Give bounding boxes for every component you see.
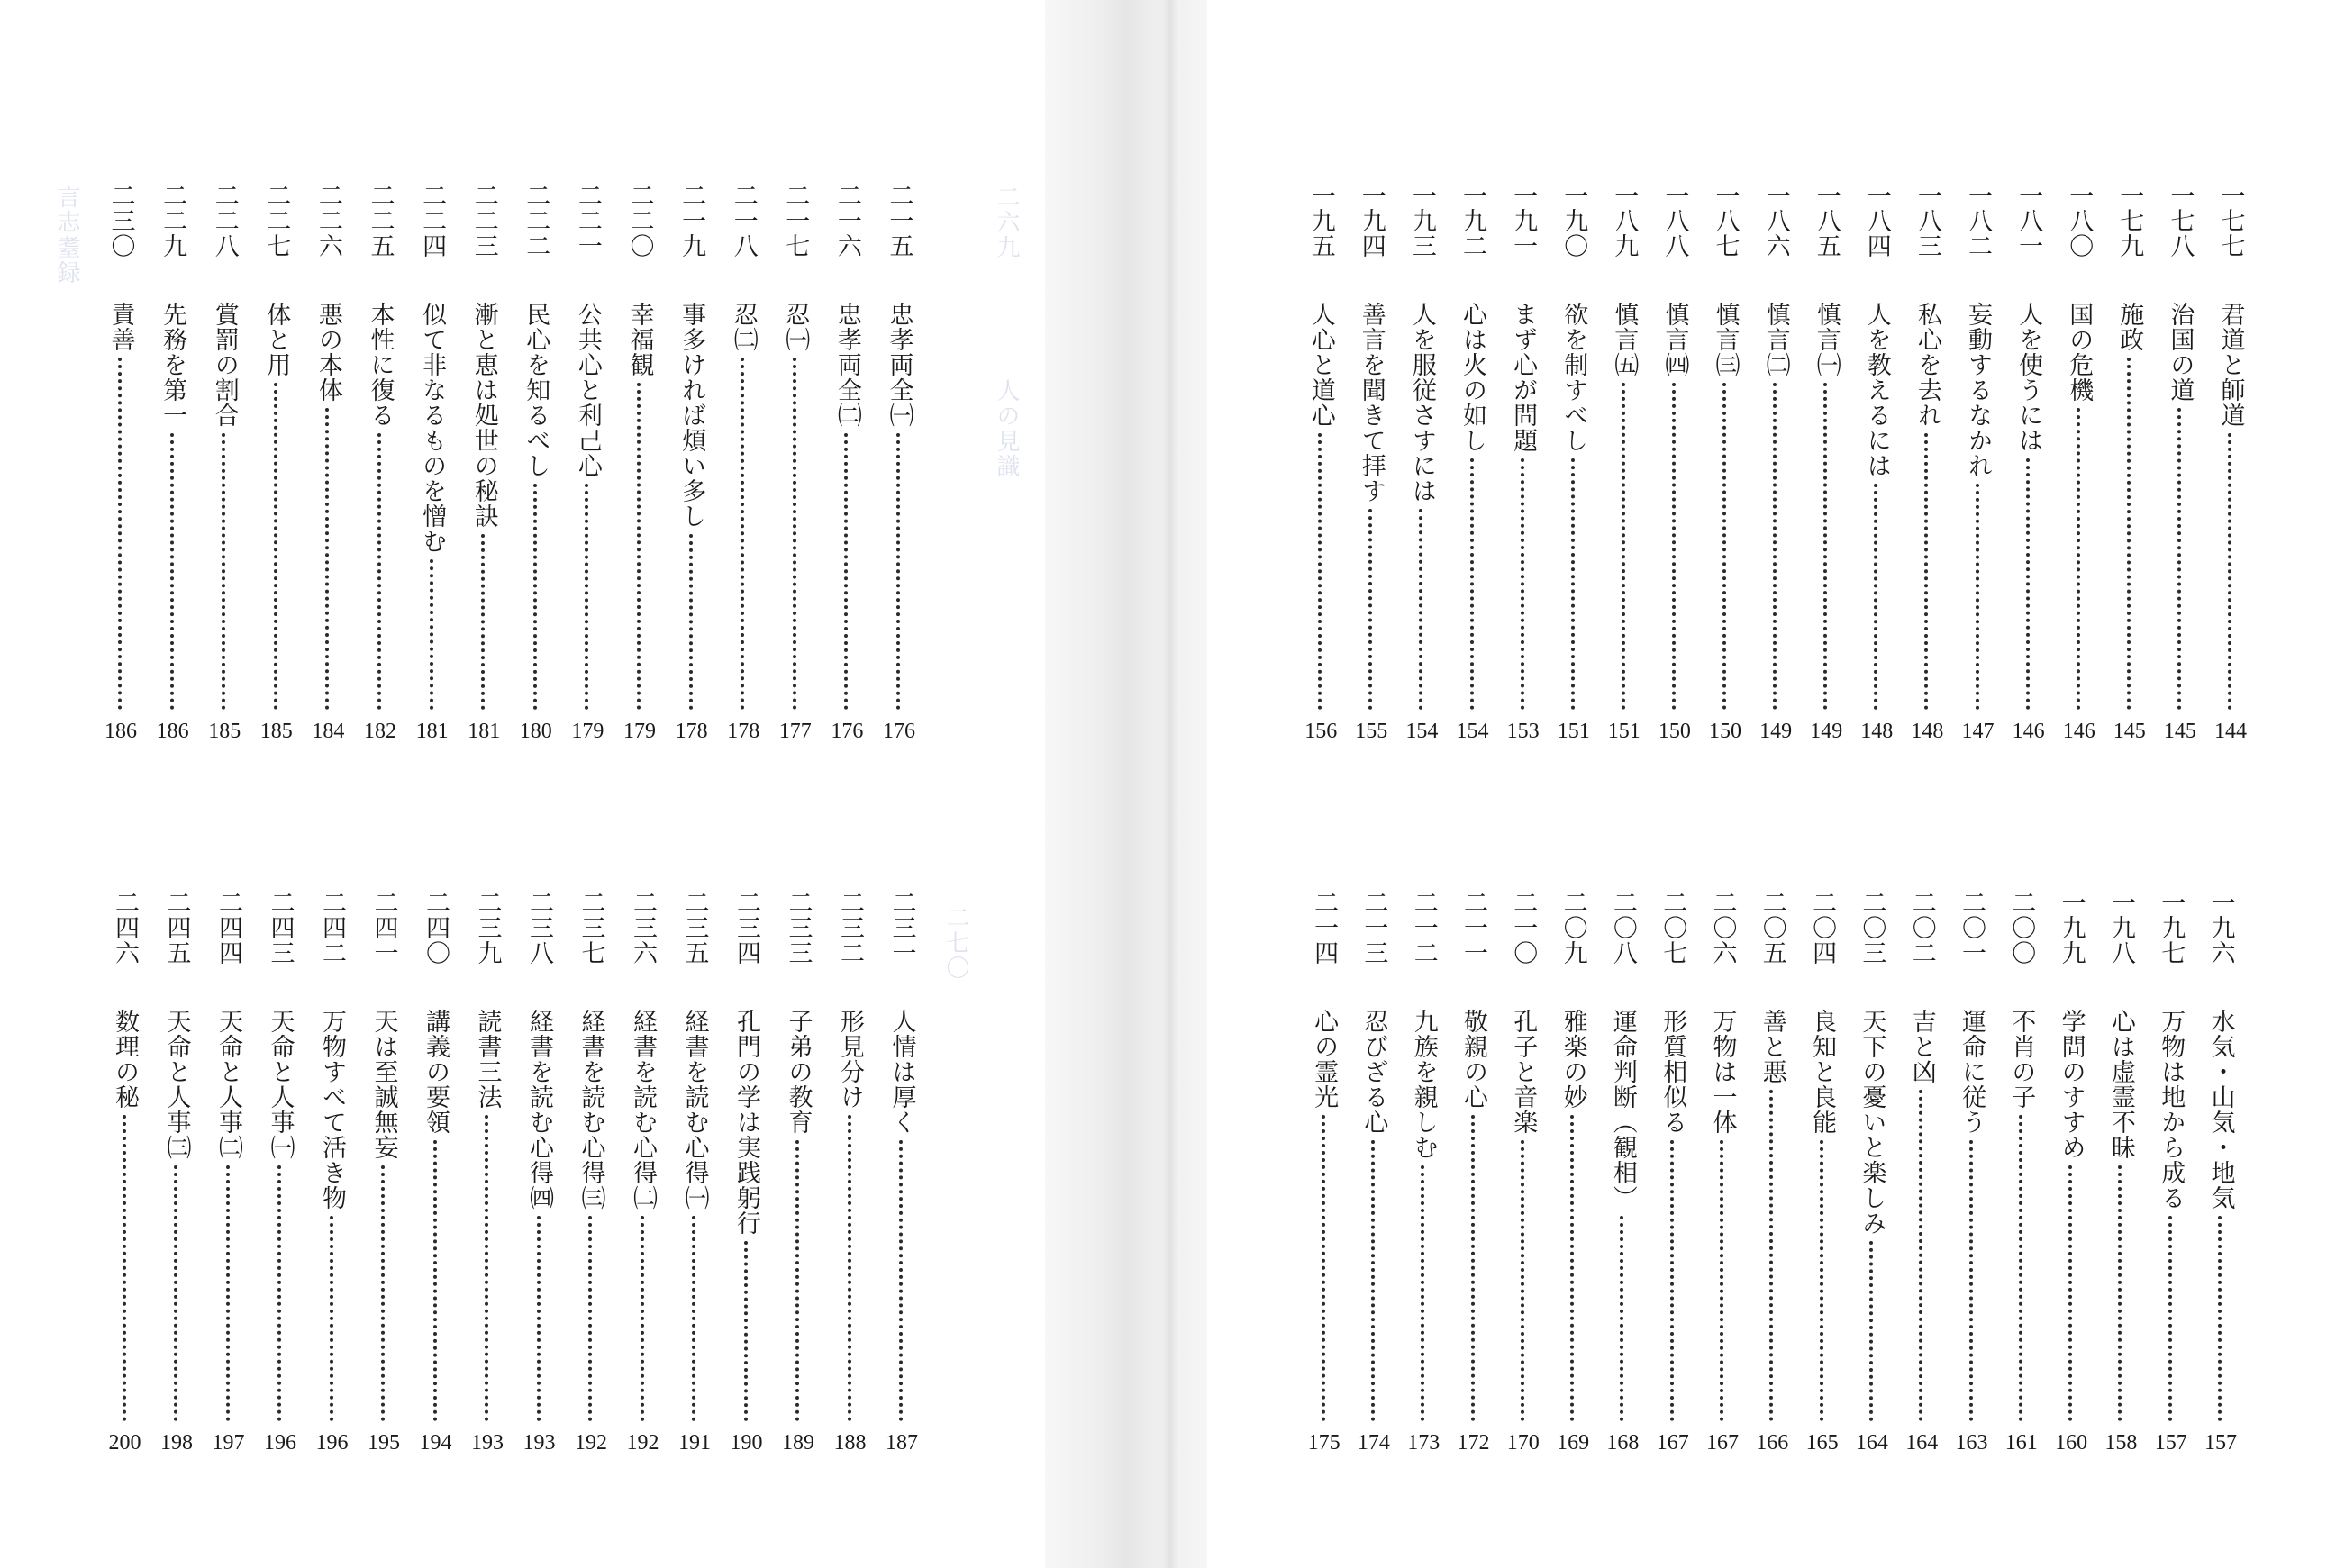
- toc-entry-page-number[interactable]: 176: [831, 720, 864, 743]
- toc-entry-number: 一八四: [1862, 183, 1891, 258]
- toc-entry-page-number[interactable]: 155: [1355, 720, 1388, 743]
- toc-entry[interactable]: [366, 890, 402, 1455]
- toc-entry-title[interactable]: 国の危機: [2065, 302, 2094, 403]
- toc-entry-title[interactable]: 天命と人事㈠: [266, 1009, 295, 1160]
- toc-entry-page-number[interactable]: 196: [264, 1431, 296, 1455]
- toc-entry-title[interactable]: 忠孝両全㈡: [832, 302, 861, 428]
- toc-entry-number: 二二八: [210, 183, 239, 258]
- toc-entry-title[interactable]: 施政: [2115, 302, 2144, 352]
- toc-entry-number: 一八五: [1812, 183, 1841, 258]
- toc-entry-number: 二一九: [677, 183, 706, 258]
- toc-entry-title[interactable]: 経書を読む心得㈡: [629, 1009, 657, 1210]
- show-through-text: 言志耋録: [53, 185, 80, 286]
- toc-entry-page-number[interactable]: 192: [626, 1431, 659, 1455]
- toc-entry-title[interactable]: 運命判断（観相）: [1608, 1009, 1637, 1210]
- toc-entry-number: 二三七: [577, 890, 605, 965]
- toc-entry-title[interactable]: 天は至誠無妄: [369, 1009, 398, 1160]
- toc-entry-page-number[interactable]: 192: [575, 1431, 607, 1455]
- toc-entry-number: 二〇八: [1608, 890, 1637, 965]
- toc-entry[interactable]: [2053, 890, 2089, 1455]
- toc-entry-number: 二四四: [214, 890, 242, 965]
- toc-entry[interactable]: [832, 890, 868, 1455]
- toc-entry-page-number[interactable]: 157: [2204, 1431, 2237, 1455]
- toc-entry-number: 二三一: [887, 890, 916, 965]
- toc-entry[interactable]: [1505, 890, 1541, 1455]
- toc-entry-title[interactable]: 先務を第一: [159, 302, 187, 428]
- toc-entry-page-number[interactable]: 151: [1557, 720, 1590, 743]
- toc-entry-title[interactable]: 経書を読む心得㈣: [525, 1009, 553, 1210]
- toc-entry-number: 二一八: [729, 183, 758, 258]
- toc-entry-number: 一九二: [1459, 183, 1486, 258]
- toc-entry[interactable]: [1356, 890, 1392, 1455]
- toc-entry-page-number[interactable]: 190: [730, 1431, 763, 1455]
- toc-entry-number: 一八一: [2014, 183, 2043, 258]
- dot-leader: [744, 1241, 748, 1421]
- toc-entry[interactable]: [107, 890, 143, 1455]
- dot-leader: [2218, 1216, 2222, 1421]
- toc-entry-number: 二二九: [159, 183, 187, 258]
- toc-entry[interactable]: [469, 890, 505, 1455]
- toc-entry-title[interactable]: 忍㈠: [781, 302, 810, 352]
- toc-entry-page-number[interactable]: 150: [1658, 720, 1691, 743]
- toc-entry-title[interactable]: 治国の道: [2166, 302, 2195, 403]
- toc-entry-number: 二一〇: [1509, 890, 1538, 965]
- toc-entry-number: 二二二: [522, 183, 550, 258]
- toc-entry-title[interactable]: 慎言㈤: [1610, 302, 1639, 377]
- toc-entry-page-number[interactable]: 193: [471, 1431, 504, 1455]
- toc-entry-number: 二四二: [318, 890, 346, 965]
- toc-entry-number: 二一六: [832, 183, 861, 258]
- toc-entry-number: 二一五: [885, 183, 913, 258]
- toc-entry-title[interactable]: 責善: [106, 302, 135, 352]
- toc-entry-title[interactable]: 善言を聞きて拝す: [1357, 302, 1386, 503]
- show-through-text: 二七〇: [942, 905, 969, 981]
- toc-entry-page-number[interactable]: 185: [208, 720, 241, 743]
- toc-entry-number: 一八七: [1711, 183, 1740, 258]
- toc-entry[interactable]: [159, 890, 195, 1455]
- toc-entry-number: 二〇六: [1708, 890, 1737, 965]
- toc-entry-page-number[interactable]: 175: [1307, 1431, 1341, 1455]
- toc-entry[interactable]: [1655, 890, 1691, 1455]
- toc-entry-number: 二一三: [1359, 890, 1388, 965]
- toc-entry-page-number[interactable]: 186: [105, 720, 137, 743]
- toc-entry-number: 二二四: [418, 183, 447, 258]
- toc-entry-number: 一九五: [1306, 183, 1335, 258]
- dot-leader: [174, 1165, 177, 1421]
- toc-entry-page-number[interactable]: 178: [675, 720, 708, 743]
- toc-entry-title[interactable]: 形見分け: [836, 1009, 864, 1110]
- dot-leader: [123, 1115, 126, 1421]
- toc-entry[interactable]: [1754, 890, 1790, 1455]
- toc-entry-page-number[interactable]: 195: [368, 1431, 400, 1455]
- toc-entry-title[interactable]: 雅楽の妙: [1559, 1009, 1587, 1110]
- dot-leader: [1919, 1090, 1922, 1421]
- toc-entry-number: 二三二: [836, 890, 864, 965]
- toc-entry-number: 二三三: [784, 890, 813, 965]
- toc-entry-page-number[interactable]: 174: [1357, 1431, 1390, 1455]
- toc-entry-title[interactable]: 講義の要領: [422, 1009, 450, 1135]
- toc-entry-number: 一九一: [1509, 183, 1538, 258]
- toc-entry-title[interactable]: 万物すべて活き物: [318, 1009, 346, 1210]
- toc-entry-number: 二四五: [162, 890, 191, 965]
- toc-entry-number: 二二〇: [625, 183, 654, 258]
- dot-leader: [1471, 1115, 1475, 1421]
- toc-entry-title[interactable]: 学問のすすめ: [2057, 1009, 2086, 1160]
- toc-entry-page-number[interactable]: 161: [2004, 1431, 2038, 1455]
- dot-leader: [2068, 1165, 2072, 1421]
- dot-leader: [1322, 1115, 1325, 1421]
- toc-entry[interactable]: [522, 890, 558, 1455]
- toc-entry-number: 一七九: [2115, 183, 2144, 258]
- toc-entry[interactable]: [884, 890, 920, 1455]
- toc-entry-page-number[interactable]: 177: [778, 720, 812, 743]
- toc-entry-page-number[interactable]: 150: [1709, 720, 1741, 743]
- toc-entry-title[interactable]: 心は虚霊不昧: [2106, 1009, 2135, 1160]
- toc-entry-title[interactable]: 孔子と音楽: [1509, 1009, 1538, 1135]
- toc-entry[interactable]: [1604, 890, 1641, 1455]
- toc-entry-page-number[interactable]: 164: [1855, 1431, 1888, 1455]
- toc-entry-number: 一九九: [2057, 890, 2086, 965]
- toc-entry-title[interactable]: 万物は地から成る: [2157, 1009, 2186, 1210]
- toc-entry-title[interactable]: 似て非なるものを憎む: [418, 302, 447, 554]
- dot-leader: [226, 1165, 230, 1421]
- toc-entry-number: 二四一: [369, 890, 398, 965]
- toc-entry-page-number[interactable]: 149: [1759, 720, 1793, 743]
- dot-leader: [1769, 1090, 1773, 1421]
- toc-entry-number: 二二六: [314, 183, 342, 258]
- toc-entry-number: 二二一: [573, 183, 602, 258]
- toc-entry-title[interactable]: 敬親の心: [1459, 1009, 1487, 1110]
- toc-entry-title[interactable]: 慎言㈢: [1711, 302, 1740, 377]
- toc-entry-title[interactable]: 民心を知るべし: [522, 302, 550, 478]
- toc-entry-number: 二〇九: [1559, 890, 1587, 965]
- dot-leader: [692, 1216, 695, 1421]
- toc-entry-title[interactable]: 人を服従さすには: [1407, 302, 1436, 503]
- toc-entry-number: 一八八: [1660, 183, 1689, 258]
- toc-entry-number: 一九四: [1357, 183, 1386, 258]
- toc-entry[interactable]: [1854, 890, 1890, 1455]
- toc-entry-page-number[interactable]: 189: [782, 1431, 814, 1455]
- toc-entry[interactable]: [2203, 890, 2239, 1455]
- toc-entry-page-number[interactable]: 186: [156, 720, 189, 743]
- toc-entry[interactable]: [1954, 890, 1990, 1455]
- toc-entry-page-number[interactable]: 184: [312, 720, 345, 743]
- toc-entry-page-number[interactable]: 156: [1304, 720, 1338, 743]
- toc-entry-number: 二〇五: [1758, 890, 1786, 965]
- dot-leader: [848, 1115, 851, 1421]
- toc-entry[interactable]: [780, 890, 816, 1455]
- toc-entry-page-number[interactable]: 147: [1961, 720, 1995, 743]
- toc-entry-page-number[interactable]: 197: [212, 1431, 245, 1455]
- toc-entry-title[interactable]: 忍びざる心: [1359, 1009, 1388, 1135]
- toc-entry-number: 二二七: [262, 183, 291, 258]
- toc-entry-page-number[interactable]: 182: [364, 720, 396, 743]
- toc-entry[interactable]: [729, 890, 765, 1455]
- toc-entry-page-number[interactable]: 172: [1457, 1431, 1490, 1455]
- toc-entry-title[interactable]: 不肖の子: [2007, 1009, 2036, 1110]
- toc-entry-title[interactable]: 九族を親しむ: [1409, 1009, 1438, 1160]
- dot-leader: [1969, 1140, 1973, 1421]
- dot-leader: [433, 1140, 437, 1421]
- toc-entry-title[interactable]: 慎言㈠: [1812, 302, 1841, 377]
- toc-entry-page-number[interactable]: 165: [1805, 1431, 1839, 1455]
- book-gutter: [1045, 0, 1207, 1568]
- toc-entry-page-number[interactable]: 198: [160, 1431, 193, 1455]
- toc-entry[interactable]: [262, 890, 298, 1455]
- toc-entry-number: 二四〇: [422, 890, 450, 965]
- toc-entry-title[interactable]: 忠孝両全㈠: [885, 302, 913, 428]
- dot-leader: [899, 1140, 903, 1421]
- toc-entry-number: 二三〇: [106, 183, 135, 258]
- dot-leader: [2118, 1165, 2122, 1421]
- toc-entry-title[interactable]: 経書を読む心得㈢: [577, 1009, 605, 1210]
- toc-entry-page-number[interactable]: 193: [523, 1431, 556, 1455]
- dot-leader: [2168, 1216, 2172, 1421]
- toc-entry-page-number[interactable]: 178: [727, 720, 760, 743]
- toc-entry[interactable]: [625, 890, 661, 1455]
- toc-entry[interactable]: [2153, 890, 2189, 1455]
- toc-entry-title[interactable]: 事多ければ煩い多し: [677, 302, 706, 529]
- toc-entry-title[interactable]: 賞罰の割合: [210, 302, 239, 428]
- toc-entry-title[interactable]: 慎言㈡: [1761, 302, 1790, 377]
- toc-entry[interactable]: [1704, 890, 1741, 1455]
- toc-entry-title[interactable]: 善と悪: [1758, 1009, 1786, 1084]
- toc-entry[interactable]: [1555, 890, 1591, 1455]
- toc-entry-title[interactable]: 公共心と利己心: [573, 302, 602, 478]
- toc-entry-title[interactable]: 本性に復る: [366, 302, 395, 428]
- toc-entry-number: 二〇三: [1858, 890, 1886, 965]
- dot-leader: [1421, 1165, 1424, 1421]
- toc-entry-title[interactable]: 形質相似る: [1659, 1009, 1687, 1135]
- toc-entry-number: 二三四: [732, 890, 760, 965]
- toc-entry-title[interactable]: 人を使うには: [2014, 302, 2043, 453]
- toc-entry-page-number[interactable]: 191: [678, 1431, 711, 1455]
- toc-entry-page-number[interactable]: 170: [1506, 1431, 1540, 1455]
- toc-entry-page-number[interactable]: 187: [886, 1431, 918, 1455]
- toc-entry[interactable]: [1456, 890, 1492, 1455]
- toc-entry-number: 一九六: [2206, 890, 2235, 965]
- dot-leader: [1820, 1140, 1823, 1421]
- toc-entry-number: 一七八: [2166, 183, 2195, 258]
- show-through-text: 二六九: [993, 185, 1020, 260]
- toc-entry-title[interactable]: 体と用: [262, 302, 291, 377]
- toc-entry-page-number[interactable]: 157: [2154, 1431, 2187, 1455]
- toc-entry[interactable]: [211, 890, 247, 1455]
- toc-entry-number: 一八二: [1964, 183, 1992, 258]
- toc-entry-page-number[interactable]: 145: [2163, 720, 2196, 743]
- toc-entry-page-number[interactable]: 166: [1756, 1431, 1789, 1455]
- toc-entry-title[interactable]: 忍㈡: [729, 302, 758, 352]
- toc-entry-number: 二一二: [1409, 890, 1438, 965]
- toc-entry-page-number[interactable]: 176: [883, 720, 915, 743]
- toc-entry-page-number[interactable]: 148: [1860, 720, 1894, 743]
- toc-entry-title[interactable]: 孔門の学は実践躬行: [732, 1009, 760, 1236]
- toc-entry-title[interactable]: 数理の秘: [111, 1009, 139, 1110]
- toc-entry[interactable]: [573, 890, 609, 1455]
- toc-entry-number: 二〇一: [1958, 890, 1986, 965]
- dot-leader: [1570, 1115, 1574, 1421]
- toc-entry-number: 二四六: [111, 890, 139, 965]
- show-through-text: 人の見識: [993, 378, 1020, 479]
- toc-entry-page-number[interactable]: 180: [519, 720, 552, 743]
- toc-entry-page-number[interactable]: 154: [1405, 720, 1439, 743]
- toc-entry-title[interactable]: 欲を制すべし: [1559, 302, 1588, 453]
- toc-entry-title[interactable]: 君道と師道: [2216, 302, 2245, 428]
- toc-entry-title[interactable]: 漸と恵は処世の秘訣: [469, 302, 498, 529]
- toc-entry-number: 二〇二: [1907, 890, 1936, 965]
- dot-leader: [485, 1115, 488, 1421]
- toc-entry-number: 二〇〇: [2007, 890, 2036, 965]
- toc-entry-page-number[interactable]: 168: [1606, 1431, 1640, 1455]
- toc-entry-number: 二三八: [525, 890, 553, 965]
- toc-entry-title[interactable]: 良知と良能: [1808, 1009, 1837, 1135]
- toc-entry-page-number[interactable]: 146: [2012, 720, 2045, 743]
- dot-leader: [277, 1165, 281, 1421]
- toc-entry[interactable]: [1904, 890, 1940, 1455]
- toc-entry-number: 二一四: [1310, 890, 1339, 965]
- left-page: [0, 0, 1045, 1568]
- toc-entry-page-number[interactable]: 164: [1905, 1431, 1939, 1455]
- toc-section-left-bottom: [0, 0, 1045, 1568]
- toc-entry-page-number[interactable]: 146: [2062, 720, 2095, 743]
- toc-entry-title[interactable]: 読書三法: [473, 1009, 502, 1110]
- toc-entry-number: 二〇四: [1808, 890, 1837, 965]
- toc-entry[interactable]: [314, 890, 350, 1455]
- toc-entry[interactable]: [677, 890, 713, 1455]
- toc-entry-page-number[interactable]: 179: [623, 720, 656, 743]
- toc-entry-page-number[interactable]: 185: [259, 720, 293, 743]
- toc-entry-page-number[interactable]: 188: [833, 1431, 867, 1455]
- dot-leader: [1521, 1140, 1524, 1421]
- toc-entry-title[interactable]: 人を教えるには: [1862, 302, 1891, 478]
- toc-entry-number: 二三九: [473, 890, 502, 965]
- dot-leader: [641, 1216, 644, 1421]
- toc-entry-page-number[interactable]: 196: [315, 1431, 349, 1455]
- toc-entry-number: 一七七: [2216, 183, 2245, 258]
- toc-entry-title[interactable]: 万物は一体: [1708, 1009, 1737, 1135]
- toc-entry-page-number[interactable]: 179: [571, 720, 604, 743]
- toc-entry-number: 一八九: [1610, 183, 1639, 258]
- toc-entry-number: 二四三: [266, 890, 295, 965]
- toc-entry-number: 二一一: [1459, 890, 1487, 965]
- toc-entry-title[interactable]: 幸福観: [625, 302, 654, 377]
- dot-leader: [1869, 1241, 1873, 1421]
- toc-entry-title[interactable]: 心の霊光: [1310, 1009, 1339, 1110]
- toc-entry-title[interactable]: 経書を読む心得㈠: [680, 1009, 709, 1210]
- dot-leader: [1371, 1140, 1375, 1421]
- dot-leader: [1670, 1140, 1674, 1421]
- dot-leader: [537, 1216, 541, 1421]
- toc-entry-title[interactable]: 私心を去れ: [1913, 302, 1941, 428]
- toc-entry-page-number[interactable]: 181: [415, 720, 449, 743]
- toc-entry-number: 一八六: [1761, 183, 1790, 258]
- toc-entry-page-number[interactable]: 151: [1607, 720, 1641, 743]
- toc-entry-page-number[interactable]: 173: [1407, 1431, 1441, 1455]
- toc-entry-page-number[interactable]: 149: [1810, 720, 1843, 743]
- dot-leader: [2019, 1115, 2022, 1421]
- dot-leader: [381, 1165, 385, 1421]
- toc-entry-number: 二二三: [469, 183, 498, 258]
- toc-entry-title[interactable]: 人情は厚く: [887, 1009, 916, 1135]
- toc-entry-number: 一八三: [1913, 183, 1941, 258]
- toc-entry[interactable]: [2103, 890, 2139, 1455]
- toc-entry-title[interactable]: 妄動するなかれ: [1964, 302, 1992, 478]
- toc-entry-title[interactable]: 天命と人事㈢: [162, 1009, 191, 1160]
- toc-entry-number: 二〇七: [1659, 890, 1687, 965]
- toc-entry-page-number[interactable]: 181: [468, 720, 501, 743]
- toc-entry-number: 一九〇: [1559, 183, 1588, 258]
- dot-leader: [795, 1140, 799, 1421]
- toc-entry-number: 二二五: [366, 183, 395, 258]
- toc-section-right-bottom: [1207, 0, 2345, 1568]
- toc-entry-title[interactable]: 子弟の教育: [784, 1009, 813, 1135]
- toc-entry-title[interactable]: 天命と人事㈡: [214, 1009, 242, 1160]
- toc-entry-number: 二三五: [680, 890, 709, 965]
- toc-entry[interactable]: [2004, 890, 2040, 1455]
- toc-entry-page-number[interactable]: 194: [419, 1431, 452, 1455]
- toc-entry-number: 二一七: [781, 183, 810, 258]
- toc-entry-number: 一九三: [1407, 183, 1436, 258]
- toc-entry-number: 一九八: [2106, 890, 2135, 965]
- toc-entry-title[interactable]: 運命に従う: [1958, 1009, 1986, 1135]
- toc-entry-page-number[interactable]: 163: [1955, 1431, 1988, 1455]
- toc-entry-page-number[interactable]: 158: [2104, 1431, 2138, 1455]
- toc-entry-page-number[interactable]: 167: [1706, 1431, 1739, 1455]
- gutter-shadow: [1162, 0, 1178, 1568]
- toc-entry-page-number[interactable]: 160: [2055, 1431, 2088, 1455]
- toc-entry-title[interactable]: 慎言㈣: [1660, 302, 1689, 377]
- toc-entry-number: 一八〇: [2065, 183, 2094, 258]
- toc-entry-page-number[interactable]: 153: [1506, 720, 1540, 743]
- toc-entry-number: 二三六: [629, 890, 657, 965]
- toc-entry[interactable]: [1405, 890, 1441, 1455]
- dot-leader: [330, 1216, 333, 1421]
- toc-entry[interactable]: [418, 890, 454, 1455]
- toc-entry-page-number[interactable]: 154: [1456, 720, 1489, 743]
- dot-leader: [1620, 1216, 1623, 1421]
- right-page: [1207, 0, 2345, 1568]
- toc-entry-number: 一九七: [2157, 890, 2186, 965]
- toc-entry-page-number[interactable]: 169: [1557, 1431, 1590, 1455]
- dot-leader: [1720, 1140, 1723, 1421]
- toc-entry-page-number[interactable]: 167: [1656, 1431, 1689, 1455]
- dot-leader: [588, 1216, 592, 1421]
- toc-entry-title[interactable]: 悪の本体: [314, 302, 342, 403]
- toc-entry[interactable]: [1804, 890, 1841, 1455]
- toc-entry-title[interactable]: 吉と凶: [1907, 1009, 1936, 1084]
- toc-entry-page-number[interactable]: 200: [108, 1431, 141, 1455]
- toc-entry-title[interactable]: 人心と道心: [1306, 302, 1335, 428]
- toc-entry-page-number[interactable]: 148: [1911, 720, 1944, 743]
- toc-entry-title[interactable]: 水気・山気・地気: [2206, 1009, 2235, 1210]
- toc-entry-page-number[interactable]: 145: [2113, 720, 2146, 743]
- toc-entry-title[interactable]: まず心が問題: [1509, 302, 1538, 453]
- toc-entry-title[interactable]: 心は火の如し: [1459, 302, 1486, 453]
- toc-entry[interactable]: [1306, 890, 1342, 1455]
- toc-entry-title[interactable]: 天下の憂いと楽しみ: [1858, 1009, 1886, 1236]
- toc-entry-page-number[interactable]: 144: [2214, 720, 2247, 743]
